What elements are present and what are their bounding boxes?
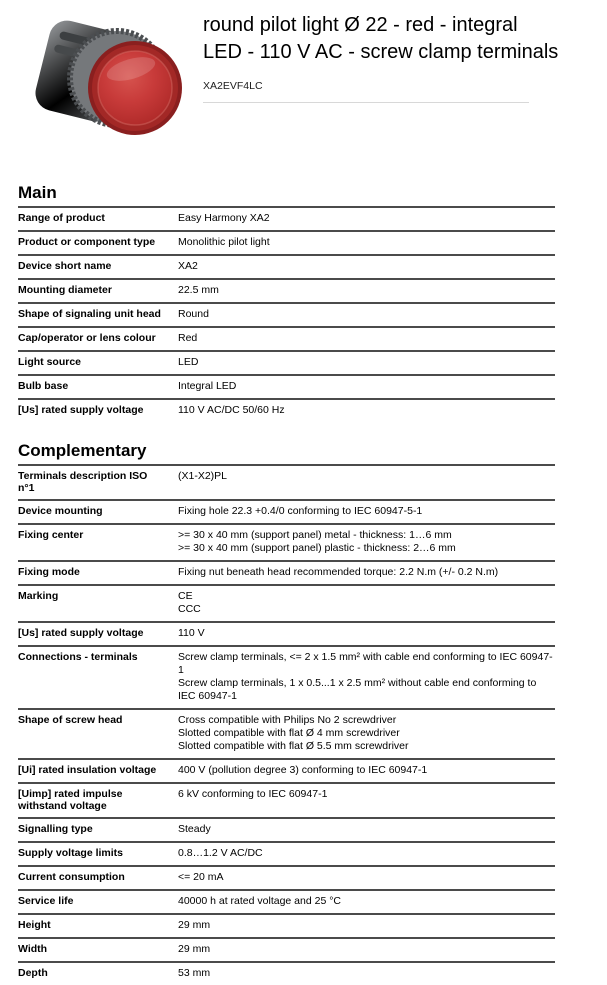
spec-label: Width <box>18 943 48 955</box>
spec-value-line: 29 mm <box>178 943 211 955</box>
spec-value-line: Slotted compatible with flat Ø 4 mm screwdriver <box>178 727 400 739</box>
spec-value-line: Screw clamp terminals, 1 x 0.5...1 x 2.5 mm² without cable end conforming to IEC 60947-1 <box>178 677 537 702</box>
spec-value <box>178 380 555 393</box>
spec-value-line: Fixing nut beneath head recommended torque: 2.2 N.m (+/- 0.2 N.m) <box>178 566 499 578</box>
spec-value-line: 22.5 mm <box>178 284 219 296</box>
spec-row <box>18 841 555 865</box>
spec-row <box>18 206 555 230</box>
product-photo <box>35 12 193 148</box>
spec-value-line: >= 30 x 40 mm (support panel) plastic - thickness: 2…6 mm <box>178 542 456 554</box>
spec-value-line: XA2 <box>178 260 198 272</box>
spec-value-line: 110 V <box>178 627 205 639</box>
spec-row <box>18 889 555 913</box>
spec-value-line: Round <box>178 308 209 320</box>
spec-row <box>18 708 555 758</box>
spec-value <box>178 764 555 777</box>
spec-label: Product or component type <box>18 236 156 248</box>
spec-value-line: Steady <box>178 823 211 835</box>
spec-value <box>178 404 555 417</box>
product-reference: XA2EVF4LC <box>203 80 263 92</box>
spec-value <box>178 590 555 616</box>
spec-value-line: 40000 h at rated voltage and 25 °C <box>178 895 341 907</box>
pilot-light-illustration <box>35 12 193 148</box>
spec-value <box>178 332 555 345</box>
spec-label: Supply voltage limits <box>18 847 124 859</box>
spec-label: [Ui] rated insulation voltage <box>18 764 157 776</box>
spec-value-line: Slotted compatible with flat Ø 5.5 mm screwdriver <box>178 740 409 752</box>
spec-row <box>18 350 555 374</box>
spec-label: Terminals description ISO n°1 <box>18 470 148 494</box>
spec-label: Service life <box>18 895 74 907</box>
spec-row <box>18 464 555 499</box>
spec-value <box>178 505 555 518</box>
spec-label: Mounting diameter <box>18 284 112 296</box>
spec-label: Height <box>18 919 51 931</box>
section-heading-main: Main <box>18 183 57 202</box>
spec-value-line: >= 30 x 40 mm (support panel) metal - thickness: 1…6 mm <box>178 529 452 541</box>
page-title: round pilot light Ø 22 - red - integral LED - 110 V AC - screw clamp terminals <box>203 14 559 63</box>
spec-label: Fixing center <box>18 529 84 541</box>
spec-value <box>178 847 555 860</box>
spec-value <box>178 284 555 297</box>
spec-value-line: Easy Harmony XA2 <box>178 212 270 224</box>
spec-label: [Us] rated supply voltage <box>18 404 144 416</box>
spec-label: [Uimp] rated impulse withstand voltage <box>18 788 123 812</box>
spec-value-line: 29 mm <box>178 919 211 931</box>
spec-row <box>18 302 555 326</box>
spec-row <box>18 254 555 278</box>
spec-label: Bulb base <box>18 380 69 392</box>
spec-value-line: Integral LED <box>178 380 237 392</box>
spec-row <box>18 937 555 961</box>
spec-value-line: LED <box>178 356 199 368</box>
spec-value <box>178 943 555 956</box>
spec-label: Device short name <box>18 260 112 272</box>
spec-label: Shape of signaling unit head <box>18 308 161 320</box>
spec-value-line: 400 V (pollution degree 3) conforming to IEC 60947-1 <box>178 764 428 776</box>
spec-value <box>178 308 555 321</box>
spec-label: Shape of screw head <box>18 714 123 726</box>
spec-value <box>178 260 555 273</box>
spec-label: [Us] rated supply voltage <box>18 627 144 639</box>
spec-row <box>18 913 555 937</box>
spec-label: Depth <box>18 967 48 979</box>
spec-value-line: 53 mm <box>178 967 211 979</box>
spec-value-line: Red <box>178 332 198 344</box>
spec-row <box>18 560 555 584</box>
spec-value-line: CCC <box>178 603 201 615</box>
spec-content <box>18 183 555 985</box>
spec-row <box>18 230 555 254</box>
spec-value <box>178 895 555 908</box>
spec-row <box>18 499 555 523</box>
spec-value <box>178 627 555 640</box>
spec-value-line: 110 V AC/DC 50/60 Hz <box>178 404 285 416</box>
spec-label: Current consumption <box>18 871 125 883</box>
spec-value <box>178 714 555 753</box>
spec-value <box>178 236 555 249</box>
spec-value <box>178 871 555 884</box>
spec-value-line: Fixing hole 22.3 +0.4/0 conforming to IEC 60947-5-1 <box>178 505 423 517</box>
spec-label: Marking <box>18 590 59 602</box>
spec-row <box>18 278 555 302</box>
spec-label: Light source <box>18 356 82 368</box>
spec-value-line: Cross compatible with Philips No 2 screwdriver <box>178 714 397 726</box>
spec-label: Range of product <box>18 212 105 224</box>
spec-row <box>18 865 555 889</box>
spec-row <box>18 326 555 350</box>
spec-row <box>18 374 555 398</box>
spec-value-line: 0.8…1.2 V AC/DC <box>178 847 263 859</box>
spec-value <box>178 356 555 369</box>
spec-value-line: 6 kV conforming to IEC 60947-1 <box>178 788 328 800</box>
spec-label: Connections - terminals <box>18 651 138 663</box>
spec-value-line: CE <box>178 590 193 602</box>
header <box>203 12 561 103</box>
spec-value <box>178 212 555 225</box>
spec-row <box>18 584 555 621</box>
spec-table-main <box>18 206 555 422</box>
spec-row <box>18 961 555 985</box>
spec-value <box>178 651 555 703</box>
header-divider <box>203 102 529 103</box>
spec-value <box>178 967 555 980</box>
spec-row <box>18 398 555 422</box>
spec-value <box>178 566 555 579</box>
spec-row <box>18 758 555 782</box>
section-main <box>18 183 555 422</box>
spec-label: Device mounting <box>18 505 103 517</box>
spec-value <box>178 529 555 555</box>
spec-value-line: (X1-X2)PL <box>178 470 228 482</box>
spec-value-line: Screw clamp terminals, <= 2 x 1.5 mm² with cable end conforming to IEC 60947-1 <box>178 651 553 676</box>
spec-row <box>18 645 555 708</box>
spec-value <box>178 470 555 494</box>
spec-value <box>178 823 555 836</box>
spec-value <box>178 919 555 932</box>
spec-row <box>18 523 555 560</box>
spec-label: Signalling type <box>18 823 93 835</box>
spec-table-complementary <box>18 464 555 985</box>
spec-value-line: <= 20 mA <box>178 871 224 883</box>
spec-label: Cap/operator or lens colour <box>18 332 156 344</box>
spec-value-line: Monolithic pilot light <box>178 236 270 248</box>
spec-row <box>18 621 555 645</box>
spec-row <box>18 782 555 817</box>
section-complementary <box>18 441 555 985</box>
spec-row <box>18 817 555 841</box>
spec-label: Fixing mode <box>18 566 80 578</box>
section-heading-complementary: Complementary <box>18 441 147 460</box>
spec-value <box>178 788 555 812</box>
